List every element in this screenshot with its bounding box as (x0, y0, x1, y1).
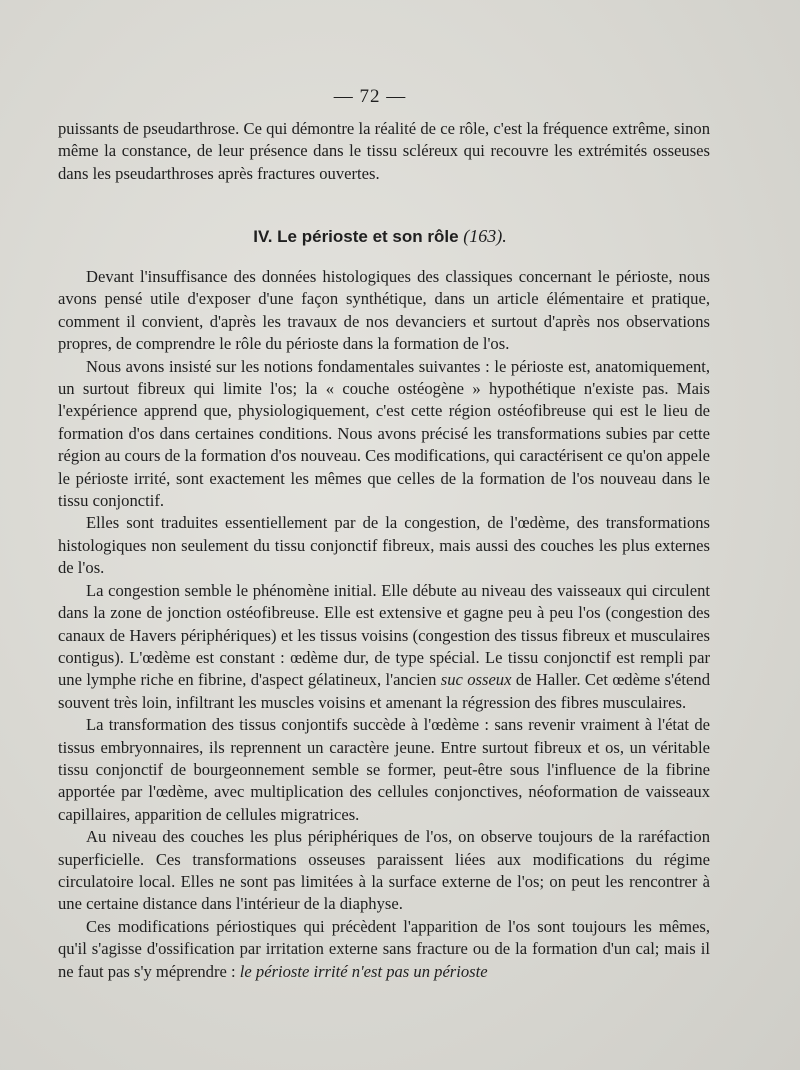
section-heading-title: IV. Le périoste et son rôle (253, 227, 459, 246)
italic-term: suc osseux (440, 670, 512, 690)
text-run: La congestion semble le phénomène initial. Elle débute au niveau des vaisseaux qui circulent dans la zone de jonction ostéofibreuse. Elle est extensive et gagne peu à peu l'os (congestion des canaux de Havers périphériques) et les tissus voisins (congestion des tissus fibreux et musculaires contigus). L'œdème est constant : œdème dur, de type spécial. Le tissu conjonctif est rempli par une lymphe riche en fibrine, d'aspect gélatineux, l'ancien (58, 580, 710, 690)
opening-paragraph: puissants de pseudarthrose. Ce qui démontre la réalité de ce rôle, c'est la fréquence extrême, sinon même la constance, de leur présence dans le tissu scléreux qui recouvre les extrémités osseuses dans les pseudarthroses après fractures ouvertes. (58, 119, 710, 183)
text-run: de Haller. Cet œdème s'étend souvent très loin, infiltrant les muscles voisins et amenant la régression des fibres musculaires. (58, 670, 710, 712)
body-paragraph: La transformation des tissus conjontifs succède à l'œdème : sans revenir vraiment à l'état de tissus embryonnaires, ils reprennent un caractère jeune. Entre surtout fibreux et os, un véritable tissu conjonctif de bourgeonnement semble se former, peut-être sous l'influence de la fibrine apportée par l'œdème, avec multiplication des cellules conjonctives, néoformation de vaisseaux capillaires, apparition de cellules migratrices. (58, 715, 710, 824)
body-paragraph: Devant l'insuffisance des données histologiques des classiques concernant le périoste, nous avons pensé utile d'exposer d'une façon synthétique, dans un article élémentaire et pratique, comment il convient, d'après les travaux de nos devanciers et surtout d'après nos observations propres, de comprendre le rôle du périoste dans la formation de l'os. (58, 267, 710, 354)
body-paragraph: Au niveau des couches les plus périphériques de l'os, on observe toujours de la raréfaction superficielle. Ces transformations osseuses paraissent liées aux modifications du régime circulatoire local. Elles ne sont pas limitées à la surface externe de l'os; on peut les rencontrer à une certaine distance dans l'intérieur de la diaphyse. (58, 827, 710, 914)
congestion-paragraph (58, 580, 710, 714)
section-heading (0, 226, 760, 247)
section-heading-reference: (163). (463, 226, 507, 246)
body-paragraph: Elles sont traduites essentiellement par de la congestion, de l'œdème, des transformations histologiques non seulement du tissu conjonctif fibreux, mais aussi des couches les plus externes de l'os. (58, 513, 710, 578)
opening-text-block (58, 118, 710, 185)
section-body (58, 266, 710, 983)
page-number: — 72 — (333, 86, 407, 107)
last-paragraph (58, 916, 710, 983)
body-paragraph: Nous avons insisté sur les notions fondamentales suivantes : le périoste est, anatomiquement, un surtout fibreux qui limite l'os; la « couche ostéogène » hypothétique n'existe pas. Mais l'expérience apprend que, physiologiquement, c'est cette région ostéofibreuse qui est le lieu de formation d'os dans certaines conditions. Nous avons précisé les transformations subies par cette région au cours de la formation d'os nouveau. Ces modifications, qui caractérisent ce qu'on appele le périoste irrité, sont exactement les mêmes que celles de la formation de l'os nouveau dans le tissu conjonctif. (58, 356, 710, 511)
text-run: Ces modifications périostiques qui précèdent l'apparition de l'os sont toujours les mêmes, qu'il s'agisse d'ossification par irritation externe sans fracture ou de la formation d'un cal; mais il ne faut pas s'y méprendre : (58, 916, 710, 981)
italic-phrase: le périoste irrité n'est pas un périoste (239, 961, 488, 981)
